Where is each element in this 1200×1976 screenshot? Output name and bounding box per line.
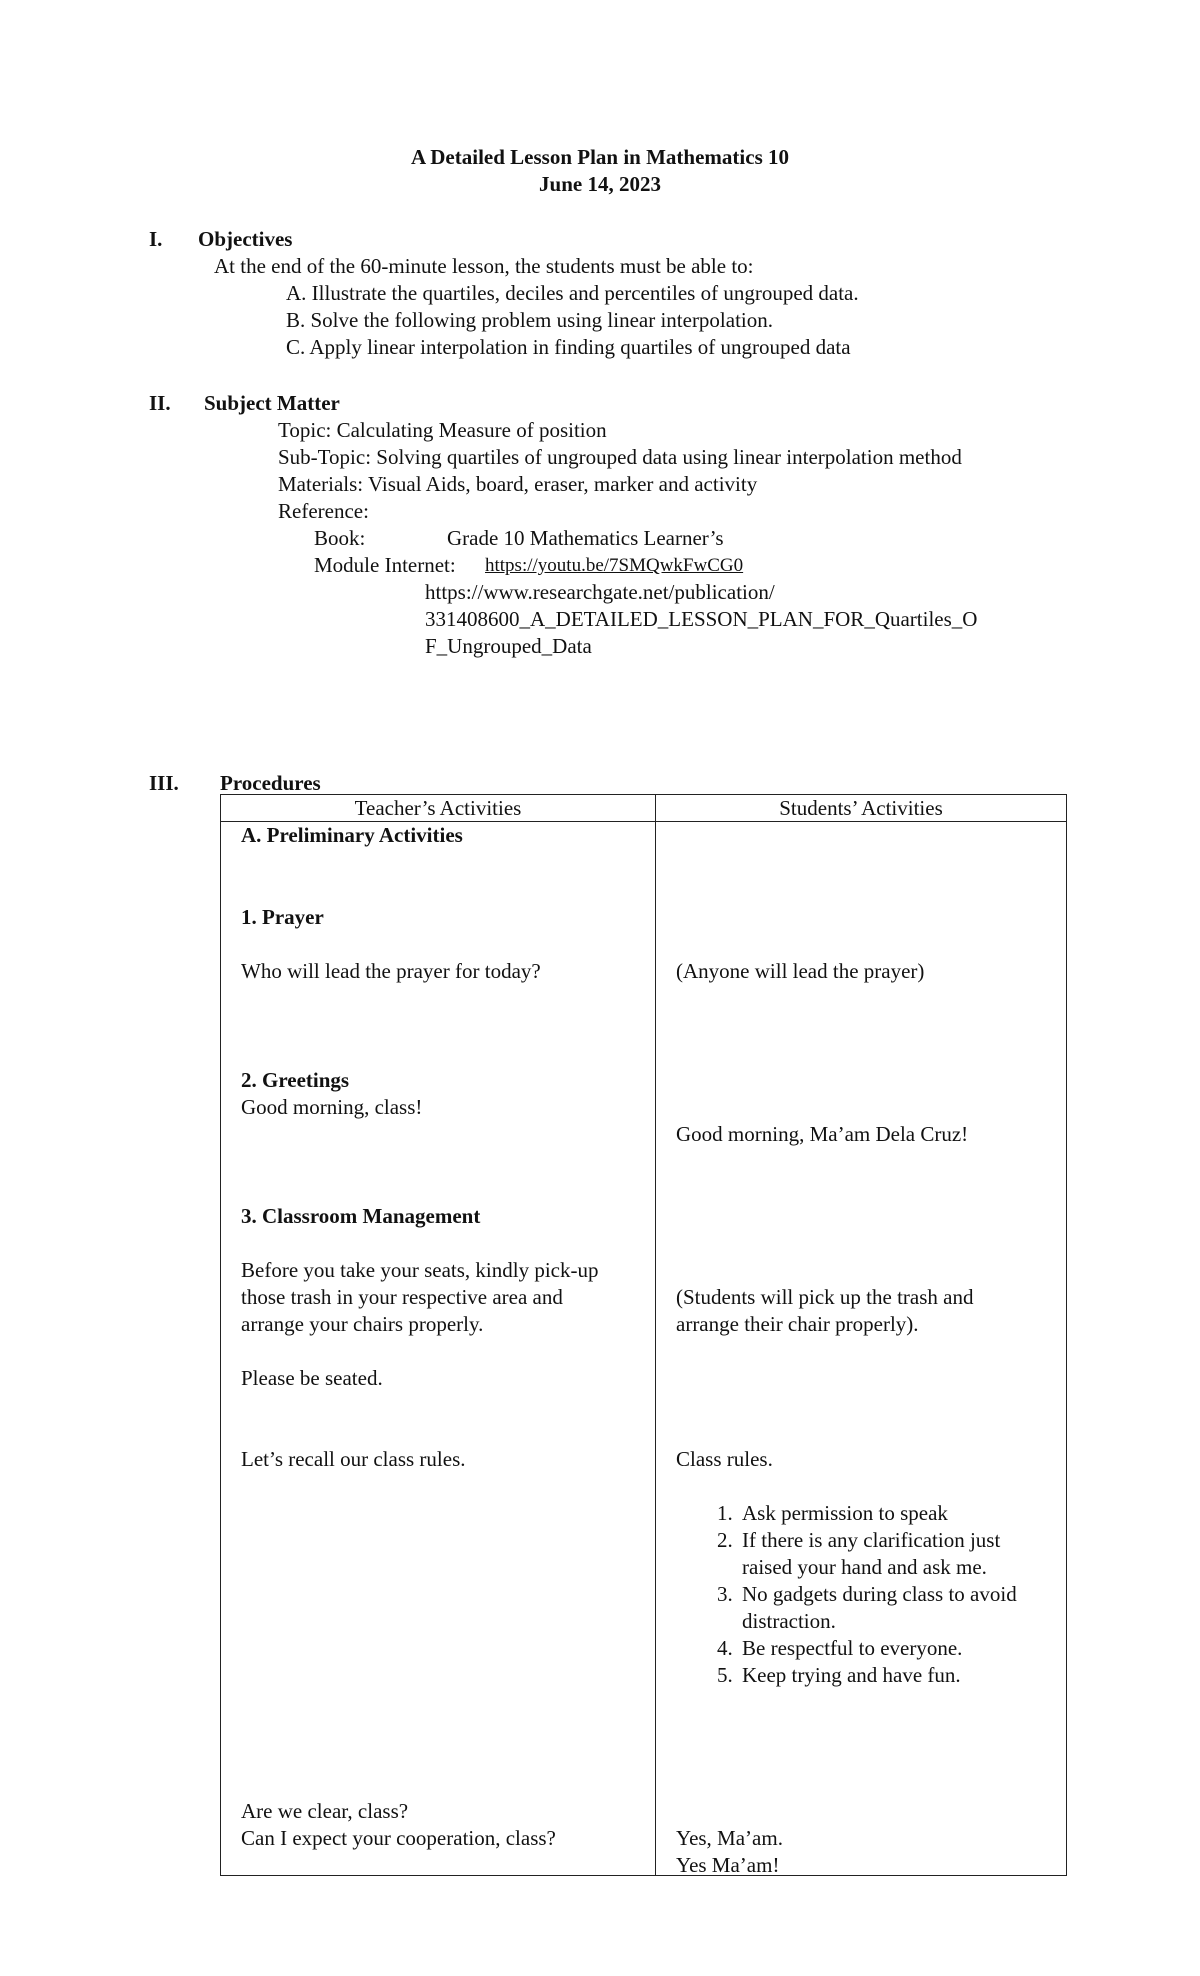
- procedures-table: [220, 794, 1067, 1876]
- subject-heading: Subject Matter: [204, 391, 340, 415]
- yes-response-1: Yes, Ma’am.: [676, 1826, 783, 1850]
- objective-item-b: B. Solve the following problem using linear interpolation.: [286, 308, 774, 332]
- subject-materials: Materials: Visual Aids, board, eraser, marker and activity: [278, 472, 758, 496]
- researchgate-link-line2[interactable]: 331408600_A_DETAILED_LESSON_PLAN_FOR_Quartiles_O: [425, 607, 978, 631]
- document-date: June 14, 2023: [539, 172, 661, 196]
- cooperation-question: Can I expect your cooperation, class?: [241, 1826, 556, 1850]
- subject-numeral: II.: [149, 391, 171, 415]
- recall-rules-text: Let’s recall our class rules.: [241, 1447, 466, 1471]
- subject-topic: Topic: Calculating Measure of position: [278, 418, 607, 442]
- preliminary-heading: A. Preliminary Activities: [241, 823, 463, 847]
- researchgate-link-line3[interactable]: F_Ungrouped_Data: [425, 634, 592, 658]
- list-item: 3. No gadgets during class to avoid distraction.: [738, 1581, 1056, 1635]
- table-header-row: [221, 795, 1067, 822]
- procedures-numeral: III.: [149, 771, 179, 795]
- yes-response-2: Yes Ma’am!: [676, 1853, 780, 1877]
- youtube-link[interactable]: https://youtu.be/7SMQwkFwCG0: [485, 555, 744, 576]
- class-rules-list: [666, 1500, 1056, 1689]
- module-label: Module Internet:: [314, 553, 456, 577]
- objectives-heading: Objectives: [198, 227, 293, 251]
- book-value: Grade 10 Mathematics Learner’s: [447, 526, 724, 550]
- prayer-question: Who will lead the prayer for today?: [241, 959, 541, 983]
- reference-label: Reference:: [278, 499, 369, 523]
- greeting-response: Good morning, Ma’am Dela Cruz!: [676, 1122, 969, 1146]
- teacher-activities-header: Teacher’s Activities: [221, 795, 656, 822]
- seated-text: Please be seated.: [241, 1366, 383, 1390]
- objectives-intro: At the end of the 60-minute lesson, the students must be able to:: [214, 254, 754, 278]
- procedures-heading: Procedures: [220, 771, 321, 795]
- table-row: [221, 822, 1067, 1876]
- list-item: 5. Keep trying and have fun.: [738, 1662, 1056, 1689]
- class-rules-label: Class rules.: [676, 1447, 773, 1471]
- researchgate-link-line1[interactable]: https://www.researchgate.net/publication/: [425, 580, 775, 604]
- students-column: [656, 822, 1067, 1876]
- list-item: 2. If there is any clarification just raised your hand and ask me.: [738, 1527, 1056, 1581]
- trash-response-line2: arrange their chair properly).: [676, 1312, 919, 1336]
- subject-subtopic: Sub-Topic: Solving quartiles of ungrouped data using linear interpolation method: [278, 445, 962, 469]
- clear-question: Are we clear, class?: [241, 1799, 409, 1823]
- classroom-line2: those trash in your respective area and: [241, 1285, 563, 1309]
- prayer-heading: 1. Prayer: [241, 905, 324, 929]
- document-title: A Detailed Lesson Plan in Mathematics 10: [411, 145, 789, 169]
- greetings-text: Good morning, class!: [241, 1095, 423, 1119]
- list-item: 4. Be respectful to everyone.: [738, 1635, 1056, 1662]
- objective-item-a: A. Illustrate the quartiles, deciles and percentiles of ungrouped data.: [286, 281, 859, 305]
- students-activities-header: Students’ Activities: [656, 795, 1067, 822]
- greetings-heading: 2. Greetings: [241, 1068, 350, 1092]
- objectives-numeral: I.: [149, 227, 163, 251]
- objective-item-c: C. Apply linear interpolation in finding quartiles of ungrouped data: [286, 335, 851, 359]
- trash-response-line1: (Students will pick up the trash and: [676, 1285, 974, 1309]
- classroom-line1: Before you take your seats, kindly pick-up: [241, 1258, 599, 1282]
- classroom-heading: 3. Classroom Management: [241, 1204, 481, 1228]
- prayer-response: (Anyone will lead the prayer): [676, 959, 925, 983]
- teacher-column: [221, 822, 656, 1876]
- book-label: Book:: [314, 526, 366, 550]
- classroom-line3: arrange your chairs properly.: [241, 1312, 484, 1336]
- list-item: 1. Ask permission to speak: [738, 1500, 1056, 1527]
